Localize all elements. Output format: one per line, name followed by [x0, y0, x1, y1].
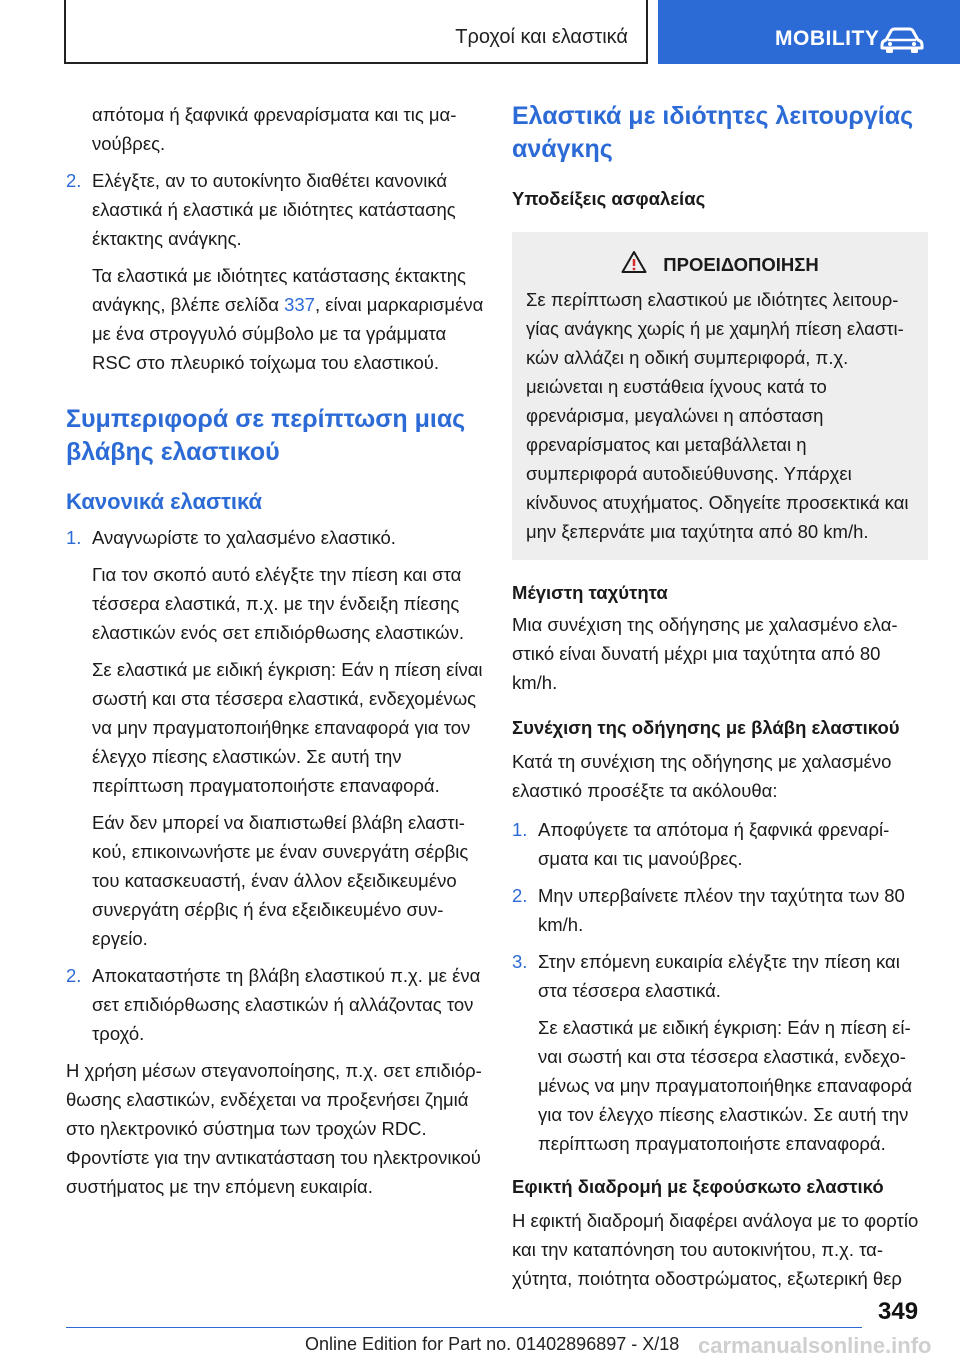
page-number: 349: [878, 1298, 919, 1325]
list-item-text: Αναγνωρίστε το χαλασμένο ελαστικό.: [92, 527, 396, 548]
list-item-continuation: απότομα ή ξαφνικά φρεναρίσματα και τις μανούβρες.: [92, 104, 457, 154]
list-item-text: Ελέγξτε, αν το αυτοκίνητο διαθέτει κανονικά ελαστικά ή ελαστικά με ιδιότητες κατάστασης έκτακτης ανάγκης.: [92, 170, 456, 249]
list-item-subparagraph: Εάν δεν μπορεί να διαπιστωθεί βλάβη ελαστικού, επικοινωνήστε με έναν συνεργάτη σέρβις του κατασκευαστή, έναν άλλον εξειδικευμένο συνεργάτη σέρβις ή ένα εξειδικευμένο συνεργείο.: [92, 812, 469, 949]
subsection-heading: Υποδείξεις ασφαλείας: [512, 188, 706, 209]
subsection-heading: Κανονικά ελαστικά: [66, 489, 263, 514]
text-run: Τα ελαστικά με ιδιότητες κατάστασης έκτακτης ανάγκης, βλέπε σελίδα: [92, 265, 466, 315]
warning-triangle-icon: [621, 250, 647, 279]
left-column: [66, 100, 486, 1201]
edition-note: Online Edition for Part no. 01402896897 - X/18: [305, 1334, 680, 1354]
list-item: [66, 523, 486, 552]
warning-text: Σε περίπτωση ελαστικού με ιδιότητες λειτουργίας ανάγκης χωρίς ή με χαμηλή πίεση ελαστικών αλλάζει η οδική συμπεριφορά, π.χ. μειώνεται η ευστάθεια ίχνους κατά το φρενάρισμα, μεγαλώνει η απόσταση φρεναρίσματος και μεταβάλλεται η συμπεριφορά αυτοδιεύθυνσης. Υπάρχει κίνδυνος ατυχήματος. Οδηγείτε προσεκτικά και μην ξεπερνάτε μια ταχύτητα από 80 km/h.: [526, 289, 909, 542]
header-title-frame: [64, 0, 648, 64]
chapter-title: Τροχοί και ελαστικά: [455, 26, 628, 48]
list-item: [512, 881, 928, 939]
watermark: carmanualsonline.info: [698, 1333, 932, 1358]
section-heading: Ελαστικά με ιδιότητες λειτουργίας ανάγκης: [512, 102, 914, 163]
warning-title-row: [526, 250, 914, 279]
subsection-heading: Μέγιστη ταχύτητα: [512, 582, 668, 603]
body-paragraph: Η εφικτή διαδρομή διαφέρει ανάλογα με το φορτίο και την καταπόνηση του αυτοκινήτου, π.χ. ταχύτητα, ποιότητα οδοστρώματος, εξωτερική θερ: [512, 1210, 919, 1289]
list-item-text: Στην επόμενη ευκαιρία ελέγξτε την πίεση και στα τέσσερα ελαστικά.: [538, 951, 900, 1001]
section-tab-mobility: [658, 0, 960, 64]
list-item: [66, 166, 486, 253]
list-number: 1.: [66, 527, 82, 548]
subsection-heading: Συνέχιση της οδήγησης με βλάβη ελαστικού: [512, 717, 900, 738]
list-item-text: Αποφύγετε τα απότομα ή ξαφνικά φρεναρίσματα και τις μανούβρες.: [538, 819, 890, 869]
list-item-subparagraph: Σε ελαστικά με ειδική έγκριση: Εάν η πίεση είναι σωστή και στα τέσσερα ελαστικά, ενδεχομένως να μην πραγματοποιήθηκε επαναφορά για τον έλεγχο πίεσης ελαστικών. Σε αυτή την περίπτωση πραγματοποιήστε επαναφορά.: [538, 1017, 913, 1154]
list-item-subparagraph: Σε ελαστικά με ειδική έγκριση: Εάν η πίεση είναι σωστή και στα τέσσερα ελαστικά, ενδεχομένως να μην πραγματοποιήθηκε επαναφορά για τον έλεγχο πίεσης ελαστικών. Σε αυτή την περίπτωση πραγματοποιήστε επαναφορά.: [92, 659, 483, 796]
list-item-subparagraph: [66, 261, 486, 377]
list-item-subparagraph: Για τον σκοπό αυτό ελέγξτε την πίεση και στα τέσσερα ελαστικά, π.χ. με την ένδειξη πίεσης ελαστικών ενός σετ επιδιόρθωσης ελαστικών.: [92, 564, 465, 643]
list-number: 2.: [66, 965, 82, 986]
warning-box: [512, 232, 928, 560]
body-paragraph: Η χρήση μέσων στεγανοποίησης, π.χ. σετ επιδιόρθωσης ελαστικών, ενδέχεται να προξενήσει ζημιά στο ηλεκτρονικό σύστημα των τροχών RDC. Φροντίστε για την αντικατάσταση του ηλεκτρονικού συστήματος με την επόμενη ευκαιρία.: [66, 1060, 482, 1197]
list-item: [512, 815, 928, 873]
section-heading: Συμπεριφορά σε περίπτωση μιας βλάβης ελαστικού: [66, 405, 466, 466]
list-number: 1.: [512, 819, 528, 840]
list-item-text: Αποκαταστήστε τη βλάβη ελαστικού π.χ. με ένα σετ επιδιόρθωσης ελαστικών ή αλλάζοντας τον τροχό.: [92, 965, 481, 1044]
list-item: [512, 947, 928, 1005]
page-reference-link[interactable]: 337: [284, 294, 315, 315]
right-column: [512, 100, 928, 1293]
list-number: 2.: [66, 170, 82, 191]
section-tab-label: MOBILITY: [775, 27, 880, 50]
list-item-text: Μην υπερβαίνετε πλέον την ταχύτητα των 80 km/h.: [538, 885, 905, 935]
list-item: [66, 961, 486, 1048]
car-icon: [880, 26, 924, 59]
text-run: , είναι μαρκαρισμένα με ένα στρογγυλό σύμβολο με τα γράμματα RSC στο πλευρικό τοίχωμα του ελαστικού.: [92, 294, 484, 373]
subsection-heading: Εφικτή διαδρομή με ξεφούσκωτο ελαστικό: [512, 1176, 884, 1197]
warning-title: ΠΡΟΕΙΔΟΠΟΙΗΣΗ: [663, 253, 819, 275]
list-number: 3.: [512, 951, 528, 972]
footer-divider: [66, 1327, 862, 1328]
body-paragraph: Κατά τη συνέχιση της οδήγησης με χαλασμένο ελαστικό προσέξτε τα ακόλουθα:: [512, 751, 892, 801]
list-number: 2.: [512, 885, 528, 906]
body-paragraph: Μια συνέχιση της οδήγησης με χαλασμένο ελαστικό είναι δυνατή μέχρι μια ταχύτητα από 80 km/h.: [512, 614, 898, 693]
